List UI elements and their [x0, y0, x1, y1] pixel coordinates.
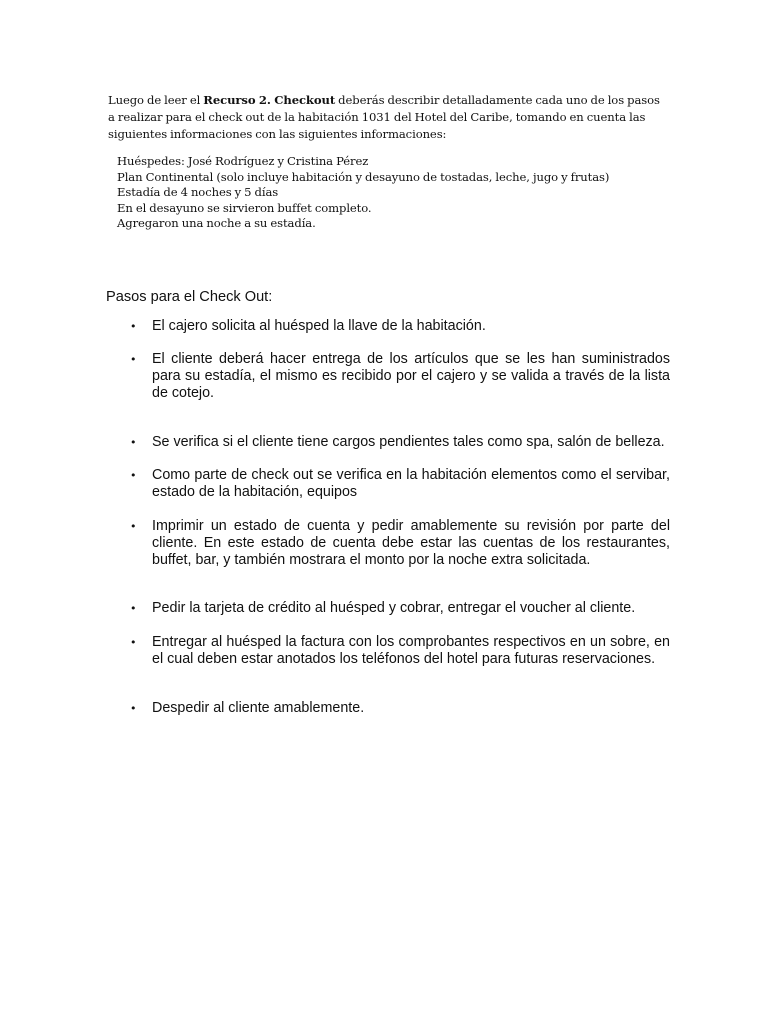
list-item	[130, 434, 670, 451]
list-item	[130, 351, 670, 402]
detail-extra-night: Agregaron una noche a su estadía.	[117, 216, 316, 230]
step-text: Se verifica si el cliente tiene cargos pendientes tales como spa, salón de belleza.	[152, 434, 665, 450]
list-item	[130, 518, 670, 569]
detail-breakfast: En el desayuno se sirvieron buffet completo.	[117, 200, 372, 215]
step-text: Entregar al huésped la factura con los comprobantes respectivos en un sobre, en el cual deben estar anotados los teléfonos del hotel para futuras reservaciones.	[152, 634, 670, 667]
detail-plan: Plan Continental (solo incluye habitación y desayuno de tostadas, leche, jugo y frutas)	[117, 169, 610, 184]
intro-resource-title: Recurso 2. Checkout	[203, 93, 336, 107]
detail-stay: Estadía de 4 noches y 5 días	[117, 185, 279, 199]
steps-heading: Pasos para el Check Out:	[106, 289, 273, 305]
intro-suffix: deberás describir detalladamente cada uno de los pasos a realizar para el check out de la habitación 1031 del Hotel del Caribe, tomando en cuenta las siguientes informaciones con las siguientes informaciones:	[108, 93, 660, 141]
intro-paragraph	[108, 92, 668, 143]
guest-details	[117, 154, 637, 232]
bullet-icon: •	[130, 602, 137, 615]
step-text: El cliente deberá hacer entrega de los artículos que se les han suministrados para su estadía, el mismo es recibido por el cajero y se valida a través de la lista de cotejo.	[152, 351, 670, 401]
list-item	[130, 600, 670, 617]
bullet-icon: •	[130, 469, 137, 482]
bullet-icon: •	[130, 320, 137, 333]
list-item	[130, 634, 670, 668]
bullet-icon: •	[130, 636, 137, 649]
intro-text	[108, 92, 668, 143]
list-item	[130, 318, 670, 335]
list-item	[130, 467, 670, 501]
bullet-icon: •	[130, 702, 137, 715]
detail-guests: Huéspedes: José Rodríguez y Cristina Pérez	[117, 154, 369, 168]
bullet-icon: •	[130, 353, 137, 366]
bullet-icon: •	[130, 436, 137, 449]
list-item	[130, 700, 670, 717]
step-text: El cajero solicita al huésped la llave de la habitación.	[152, 318, 486, 334]
step-text: Pedir la tarjeta de crédito al huésped y cobrar, entregar el voucher al cliente.	[152, 600, 636, 616]
intro-prefix: Luego de leer el	[108, 93, 204, 107]
step-text: Imprimir un estado de cuenta y pedir amablemente su revisión por parte del cliente. En este estado de cuenta debe estar las cuentas de los restaurantes, buffet, bar, y también mostrara el monto por la noche extra solicitada.	[152, 518, 670, 568]
bullet-icon: •	[130, 520, 137, 533]
step-text: Despedir al cliente amablemente.	[152, 700, 365, 716]
step-text: Como parte de check out se verifica en la habitación elementos como el servibar, estado de la habitación, equipos	[152, 467, 670, 500]
